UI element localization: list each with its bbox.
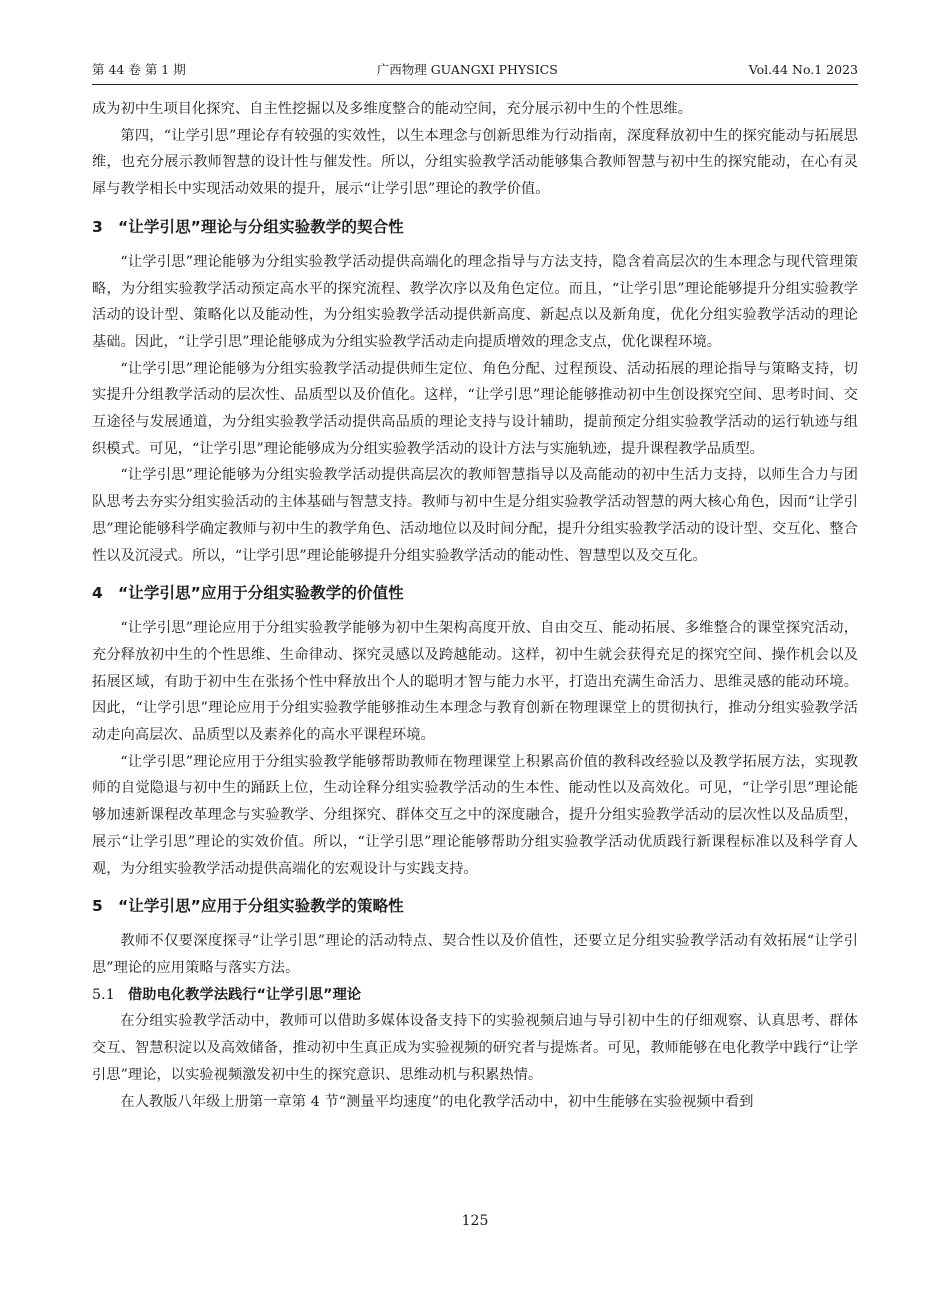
paragraph: 在分组实验教学活动中，教师可以借助多媒体设备支持下的实验视频启迪与导引初中生的仔细观察、认真思考、群体交互、智慧积淀以及高效储备，推动初中生真正成为实验视频的研究者与提炼者。可见，教师能够在电化教学中践行“让学引思”理论，以实验视频激发初中生的探究意识、思维动机与积累热情。 — [92, 1013, 858, 1083]
paragraph: 在人教版八年级上册第一章第 4 节“测量平均速度”的电化教学活动中，初中生能够在实验视频中看到 — [120, 1093, 754, 1110]
section-number: 4 — [92, 584, 103, 603]
paragraph: 第四，“让学引思”理论存有较强的实效性，以生本理念与创新思维为行动指南，深度释放初中生的探究能动与拓展思维，也充分展示教师智慧的设计性与催发性。所以，分组实验教学活动能够集合教师智慧与初中生的探究能动，在心有灵犀与教学相长中实现活动效果的提升，展示“让学引思”理论的教学价值。 — [92, 127, 858, 198]
paragraph: 成为初中生项目化探究、自主性挖掘以及多维度整合的能动空间，充分展示初中生的个性思维。 — [92, 101, 693, 117]
section-number: 3 — [92, 217, 103, 236]
subsection-title: 借助电化教学法践行“让学引思”理论 — [128, 986, 362, 1003]
subsection-heading-5-1 — [92, 982, 858, 1009]
header-vol-year: Vol.44 No.1 2023 — [748, 61, 858, 77]
paragraph: “让学引思”理论能够为分组实验教学活动提供师生定位、角色分配、过程预设、活动拓展的理论指导与策略支持，切实提升分组教学活动的层次性、品质型以及价值化。这样，“让学引思”理论能够推动初中生创设探究空间、思考时间、交互途径与发展通道，为分组实验教学活动提供高品质的理论支持与设计辅助，提前预定分组实验教学活动的运行轨迹与组织模式。可见，“让学引思”理论能够成为分组实验教学活动的设计方法与实施轨迹，提升课程教学品质型。 — [92, 360, 858, 457]
paragraph: “让学引思”理论能够为分组实验教学活动提供高层次的教师智慧指导以及高能动的初中生活力支持，以师生合力与团队思考去夯实分组实验活动的主体基础与智慧支持。教师与初中生是分组实验教学活动智慧的两大核心角色，因而“让学引思”理论能够科学确定教师与初中生的教学角色、活动地位以及时间分配，提升分组实验教学活动的设计型、交互化、整合性以及沉浸式。所以，“让学引思”理论能够提升分组实验教学活动的能动性、智慧型以及交互化。 — [92, 467, 858, 564]
running-header — [92, 58, 858, 80]
header-volume-issue: 第 44 卷 第 1 期 — [92, 62, 186, 77]
subsection-number: 5.1 — [92, 986, 115, 1003]
paragraph: “让学引思”理论应用于分组实验教学能够帮助教师在物理课堂上积累高价值的教科改经验以及教学拓展方法，实现教师的自觉隐退与初中生的踊跃上位，生动诠释分组实验教学活动的生本性、能动性以及高效化。可见，“让学引思”理论能够加速新课程改革理念与实验教学、分组探究、群体交互之中的深度融合，提升分组实验教学活动的层次性以及品质型，展示“让学引思”理论的实效价值。所以，“让学引思”理论能够帮助分组实验教学活动优质践行新课程标准以及科学育人观，为分组实验教学活动提供高端化的宏观设计与实践支持。 — [92, 753, 858, 877]
header-journal-name: 广西物理 GUANGXI PHYSICS — [376, 62, 558, 77]
section-heading-3 — [92, 215, 858, 239]
section-heading-4 — [92, 581, 858, 605]
paragraph: “让学引思”理论应用于分组实验教学能够为初中生架构高度开放、自由交互、能动拓展、多维整合的课堂探究活动，充分释放初中生的个性思维、生命律动、探究灵感以及跨越能动。这样，初中生就会获得充足的探究空间、操作机会以及拓展区域，有助于初中生在张扬个性中释放出个人的聪明才智与能力水平，打造出充满生命活力、思维灵感的能动环境。因此，“让学引思”理论应用于分组实验教学能够推动生本理念与教育创新在物理课堂上的贯彻执行，推动分组实验教学活动走向高层次、品质型以及素养化的高水平课程环境。 — [92, 620, 858, 744]
section-heading-5 — [92, 894, 858, 918]
header-divider — [92, 84, 858, 85]
paragraph: “让学引思”理论能够为分组实验教学活动提供高端化的理念指导与方法支持，隐含着高层次的生本理念与现代管理策略，为分组实验教学活动预定高水平的探究流程、教学次序以及角色定位。而且，“让学引思”理论能够提升分组实验教学活动的设计型、策略化以及能动性，为分组实验教学活动提供新高度、新起点以及新角度，优化分组实验教学活动的理论基础。因此，“让学引思”理论能够成为分组实验教学活动走向提质增效的理念支点，优化课程环境。 — [92, 253, 858, 350]
article-body — [92, 96, 858, 1115]
section-title: “让学引思”应用于分组实验教学的策略性 — [118, 897, 404, 916]
paragraph: 教师不仅要深度探寻“让学引思”理论的活动特点、契合性以及价值性，还要立足分组实验教学活动有效拓展“让学引思”理论的应用策略与落实方法。 — [92, 933, 858, 976]
section-number: 5 — [92, 897, 103, 916]
page-number: 125 — [461, 1213, 489, 1229]
section-title: “让学引思”理论与分组实验教学的契合性 — [118, 217, 404, 236]
section-title: “让学引思”应用于分组实验教学的价值性 — [118, 584, 404, 603]
